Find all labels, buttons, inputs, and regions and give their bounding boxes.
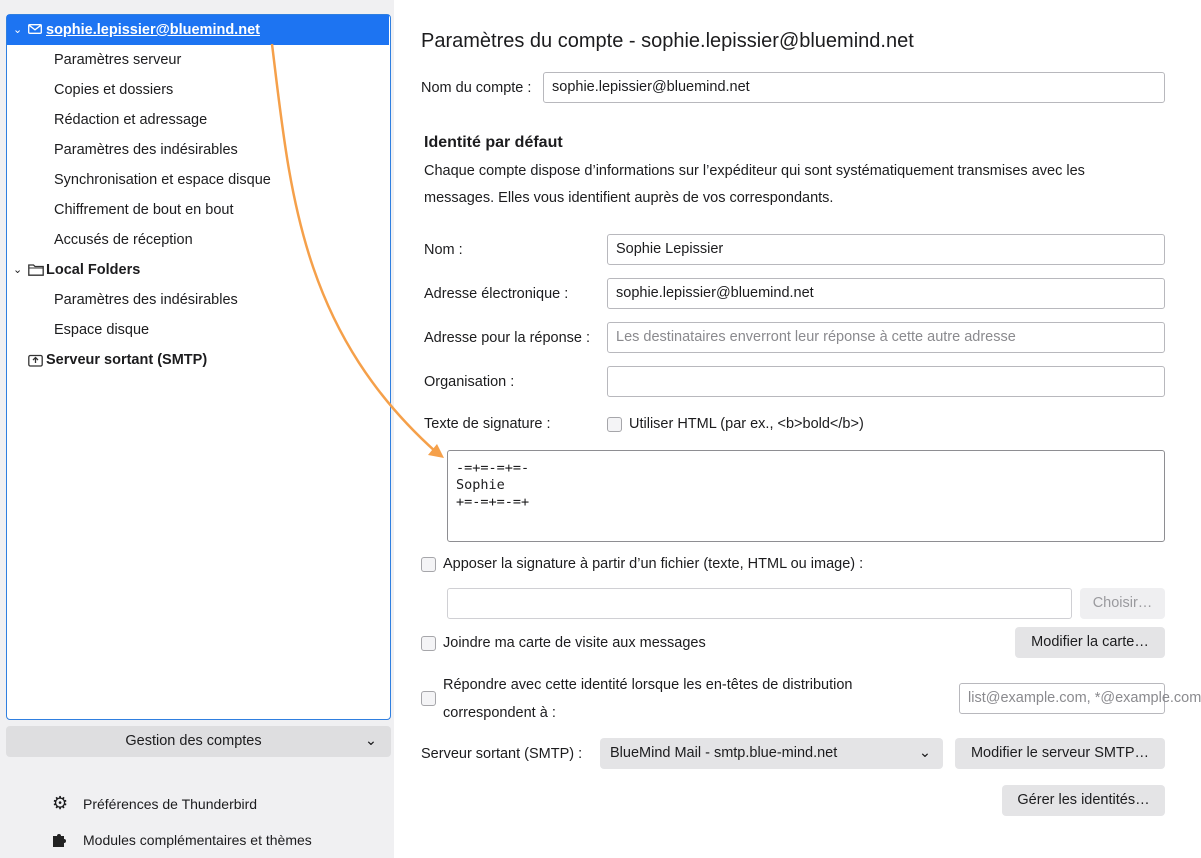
signature-line: +=-=+=-=+ bbox=[456, 494, 530, 510]
signature-line: -=+=-=+=- bbox=[456, 460, 530, 476]
name-field[interactable]: Sophie Lepissier bbox=[607, 234, 1165, 265]
folder-icon bbox=[28, 263, 44, 276]
smtp-label: Serveur sortant (SMTP) bbox=[46, 352, 208, 368]
tree-item-label: Paramètres serveur bbox=[54, 52, 182, 68]
tree-item-composition[interactable] bbox=[7, 105, 436, 135]
tree-item-label: Rédaction et adressage bbox=[54, 112, 208, 128]
page-title: Paramètres du compte - sophie.lepissier@bluemind.net bbox=[421, 30, 914, 52]
signature-line: Sophie bbox=[456, 477, 505, 493]
identity-heading: Identité par défaut bbox=[424, 134, 563, 151]
attach-vcard-checkbox[interactable] bbox=[421, 636, 436, 651]
reply-to-field[interactable]: Les destinataires enverront leur réponse à cette autre adresse bbox=[607, 322, 1165, 353]
smtp-server-value: BlueMind Mail - smtp.blue-mind.net bbox=[610, 745, 838, 761]
reply-identity-label-line2: correspondent à : bbox=[443, 705, 556, 721]
tree-item-copies-folders[interactable] bbox=[7, 75, 436, 105]
manage-identities-button[interactable]: Gérer les identités… bbox=[1002, 785, 1165, 816]
email-field[interactable]: sophie.lepissier@bluemind.net bbox=[607, 278, 1165, 309]
use-html-label: Utiliser HTML (par ex., <b>bold</b>) bbox=[629, 416, 864, 432]
gear-icon: ⚙ bbox=[52, 793, 69, 813]
email-label: Adresse électronique : bbox=[424, 286, 569, 302]
mail-icon bbox=[28, 24, 42, 34]
tree-item-label: Chiffrement de bout en bout bbox=[54, 202, 234, 218]
chevron-down-icon: ⌄ bbox=[918, 745, 931, 761]
smtp-server-select[interactable] bbox=[600, 738, 943, 769]
tree-item-disk-space[interactable] bbox=[7, 315, 436, 345]
tree-item-label: Paramètres des indésirables bbox=[54, 292, 238, 308]
tree-item-label: Accusés de réception bbox=[54, 232, 193, 248]
use-html-checkbox[interactable] bbox=[607, 417, 622, 432]
account-name-label: Nom du compte : bbox=[421, 80, 532, 96]
organization-label: Organisation : bbox=[424, 374, 515, 390]
chevron-down-icon[interactable]: ⌄ bbox=[13, 264, 23, 276]
account-actions-label: Gestion des comptes bbox=[125, 733, 262, 749]
chevron-down-icon: ⌄ bbox=[364, 733, 377, 749]
signature-file-field[interactable] bbox=[447, 588, 1072, 619]
signature-textarea[interactable] bbox=[447, 450, 1165, 542]
account-sidebar bbox=[0, 0, 394, 858]
tree-account-row[interactable] bbox=[7, 15, 389, 45]
organization-field[interactable] bbox=[607, 366, 1165, 397]
tree-item-label: Copies et dossiers bbox=[54, 82, 174, 98]
tree-item-junk-settings[interactable] bbox=[7, 135, 436, 165]
tree-item-label: Paramètres des indésirables bbox=[54, 142, 238, 158]
account-email-label[interactable]: sophie.lepissier@bluemind.net bbox=[46, 22, 260, 38]
local-folders-label: Local Folders bbox=[46, 262, 141, 278]
attach-signature-label: Apposer la signature à partir d’un fichier (texte, HTML ou image) : bbox=[443, 556, 864, 572]
attach-vcard-label: Joindre ma carte de visite aux messages bbox=[443, 635, 706, 651]
account-name-field[interactable]: sophie.lepissier@bluemind.net bbox=[543, 72, 1165, 103]
tree-item-label: Espace disque bbox=[54, 322, 150, 338]
choose-file-button[interactable]: Choisir… bbox=[1080, 588, 1165, 619]
reply-to-label: Adresse pour la réponse : bbox=[424, 330, 591, 346]
edit-smtp-button[interactable]: Modifier le serveur SMTP… bbox=[955, 738, 1165, 769]
account-tree[interactable] bbox=[6, 14, 391, 720]
outgoing-server-icon bbox=[28, 353, 43, 367]
reply-identity-label-line1: Répondre avec cette identité lorsque les en-têtes de distribution bbox=[443, 677, 853, 693]
identity-description-line1: Chaque compte dispose d’informations sur l’expéditeur qui sont systématiquement transmises avec les bbox=[424, 163, 1085, 179]
edit-card-button[interactable]: Modifier la carte… bbox=[1015, 627, 1165, 658]
chevron-down-icon[interactable]: ⌄ bbox=[13, 24, 23, 36]
tree-local-folders-row[interactable] bbox=[7, 255, 389, 285]
tree-item-return-receipts[interactable] bbox=[7, 225, 436, 255]
tree-smtp-row[interactable] bbox=[7, 345, 389, 375]
name-label: Nom : bbox=[424, 242, 463, 258]
reply-identity-field[interactable]: list@example.com, *@example.com bbox=[959, 683, 1165, 714]
puzzle-icon bbox=[52, 831, 69, 848]
identity-description-line2: messages. Elles vous identifient auprès de vos correspondants. bbox=[424, 190, 834, 206]
tree-item-local-junk-settings[interactable] bbox=[7, 285, 436, 315]
attach-signature-checkbox[interactable] bbox=[421, 557, 436, 572]
tree-item-sync-storage[interactable] bbox=[7, 165, 436, 195]
signature-label: Texte de signature : bbox=[424, 416, 551, 432]
smtp-server-label: Serveur sortant (SMTP) : bbox=[421, 746, 583, 762]
addons-label: Modules complémentaires et thèmes bbox=[83, 832, 312, 848]
reply-identity-checkbox[interactable] bbox=[421, 691, 436, 706]
tree-item-server-settings[interactable] bbox=[7, 45, 436, 75]
tree-item-e2e-encryption[interactable] bbox=[7, 195, 436, 225]
account-actions-button[interactable] bbox=[6, 726, 391, 757]
tree-item-label: Synchronisation et espace disque bbox=[54, 172, 271, 188]
preferences-label: Préférences de Thunderbird bbox=[83, 796, 258, 812]
